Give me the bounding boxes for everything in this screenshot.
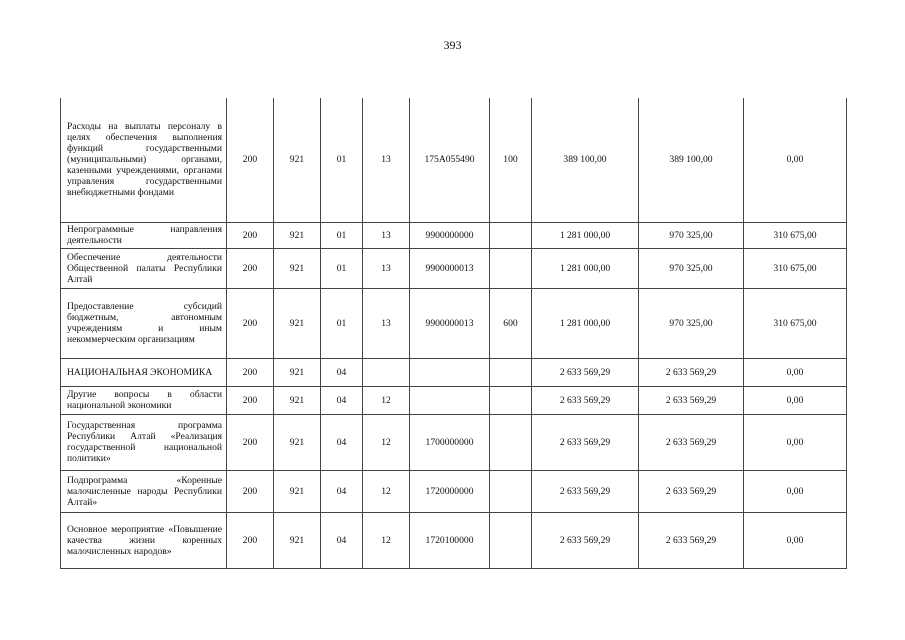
target-cell: 1720000000	[410, 470, 490, 512]
code-1-cell: 200	[227, 512, 274, 568]
row-name: НАЦИОНАЛЬНАЯ ЭКОНОМИКА	[61, 358, 227, 386]
section-cell: 01	[321, 288, 363, 358]
table-row	[61, 386, 847, 414]
code-2-cell: 921	[274, 288, 321, 358]
table-row	[61, 358, 847, 386]
subsection-cell: 13	[363, 288, 410, 358]
type-cell	[490, 386, 532, 414]
amount-2-cell: 2 633 569,29	[639, 386, 744, 414]
code-1-cell: 200	[227, 222, 274, 248]
subsection-cell: 12	[363, 414, 410, 470]
table-row	[61, 98, 847, 222]
target-cell: 1720100000	[410, 512, 490, 568]
code-2-cell: 921	[274, 386, 321, 414]
amount-3-cell: 0,00	[744, 386, 847, 414]
subsection-cell: 12	[363, 512, 410, 568]
amount-3-cell: 0,00	[744, 414, 847, 470]
amount-1-cell: 1 281 000,00	[532, 222, 639, 248]
amount-3-cell: 0,00	[744, 512, 847, 568]
amount-2-cell: 2 633 569,29	[639, 414, 744, 470]
type-cell: 100	[490, 98, 532, 222]
code-2-cell: 921	[274, 248, 321, 288]
table-row	[61, 222, 847, 248]
amount-2-cell: 389 100,00	[639, 98, 744, 222]
code-2-cell: 921	[274, 470, 321, 512]
code-1-cell: 200	[227, 358, 274, 386]
amount-2-cell: 970 325,00	[639, 288, 744, 358]
row-name: Предоставление субсидий бюджетным, автономным учреждениям и иным некоммерческим организациям	[61, 288, 227, 358]
table-row	[61, 248, 847, 288]
amount-1-cell: 2 633 569,29	[532, 414, 639, 470]
target-cell	[410, 358, 490, 386]
amount-1-cell: 1 281 000,00	[532, 288, 639, 358]
type-cell	[490, 222, 532, 248]
code-2-cell: 921	[274, 414, 321, 470]
row-name: Государственная программа Республики Алтай «Реализация государственной национальной политики»	[61, 414, 227, 470]
amount-1-cell: 2 633 569,29	[532, 512, 639, 568]
table-row	[61, 288, 847, 358]
amount-1-cell: 2 633 569,29	[532, 386, 639, 414]
code-1-cell: 200	[227, 288, 274, 358]
row-name: Обеспечение деятельности Общественной палаты Республики Алтай	[61, 248, 227, 288]
code-1-cell: 200	[227, 414, 274, 470]
amount-3-cell: 310 675,00	[744, 288, 847, 358]
subsection-cell: 13	[363, 98, 410, 222]
row-name: Подпрограмма «Коренные малочисленные народы Республики Алтай»	[61, 470, 227, 512]
amount-2-cell: 2 633 569,29	[639, 358, 744, 386]
amount-2-cell: 2 633 569,29	[639, 470, 744, 512]
row-name: Другие вопросы в области национальной экономики	[61, 386, 227, 414]
amount-1-cell: 1 281 000,00	[532, 248, 639, 288]
type-cell: 600	[490, 288, 532, 358]
type-cell	[490, 414, 532, 470]
code-1-cell: 200	[227, 248, 274, 288]
subsection-cell	[363, 358, 410, 386]
target-cell: 9900000013	[410, 248, 490, 288]
section-cell: 04	[321, 358, 363, 386]
type-cell	[490, 512, 532, 568]
type-cell	[490, 470, 532, 512]
target-cell: 9900000013	[410, 288, 490, 358]
amount-3-cell: 0,00	[744, 98, 847, 222]
target-cell	[410, 386, 490, 414]
amount-1-cell: 2 633 569,29	[532, 358, 639, 386]
target-cell: 175А055490	[410, 98, 490, 222]
table-row	[61, 470, 847, 512]
section-cell: 01	[321, 98, 363, 222]
section-cell: 01	[321, 222, 363, 248]
amount-3-cell: 310 675,00	[744, 248, 847, 288]
section-cell: 04	[321, 414, 363, 470]
code-2-cell: 921	[274, 98, 321, 222]
table-row	[61, 414, 847, 470]
page-number: 393	[443, 38, 462, 52]
amount-2-cell: 970 325,00	[639, 248, 744, 288]
row-name: Основное мероприятие «Повышение качества жизни коренных малочисленных народов»	[61, 512, 227, 568]
amount-2-cell: 970 325,00	[639, 222, 744, 248]
section-cell: 04	[321, 512, 363, 568]
row-name: Расходы на выплаты персоналу в целях обеспечения выполнения функций государственными (муниципальными) органами, казенными учреждениями, органами управления государственными внебюджетными фондами	[61, 98, 227, 222]
subsection-cell: 13	[363, 222, 410, 248]
target-cell: 1700000000	[410, 414, 490, 470]
amount-1-cell: 389 100,00	[532, 98, 639, 222]
code-2-cell: 921	[274, 222, 321, 248]
subsection-cell: 12	[363, 386, 410, 414]
amount-3-cell: 310 675,00	[744, 222, 847, 248]
amount-1-cell: 2 633 569,29	[532, 470, 639, 512]
code-2-cell: 921	[274, 512, 321, 568]
code-1-cell: 200	[227, 98, 274, 222]
target-cell: 9900000000	[410, 222, 490, 248]
amount-3-cell: 0,00	[744, 470, 847, 512]
section-cell: 01	[321, 248, 363, 288]
code-1-cell: 200	[227, 386, 274, 414]
code-1-cell: 200	[227, 470, 274, 512]
amount-3-cell: 0,00	[744, 358, 847, 386]
subsection-cell: 12	[363, 470, 410, 512]
type-cell	[490, 358, 532, 386]
section-cell: 04	[321, 386, 363, 414]
code-2-cell: 921	[274, 358, 321, 386]
budget-table	[60, 98, 847, 569]
section-cell: 04	[321, 470, 363, 512]
amount-2-cell: 2 633 569,29	[639, 512, 744, 568]
subsection-cell: 13	[363, 248, 410, 288]
type-cell	[490, 248, 532, 288]
row-name: Непрограммные направления деятельности	[61, 222, 227, 248]
table-row	[61, 512, 847, 568]
